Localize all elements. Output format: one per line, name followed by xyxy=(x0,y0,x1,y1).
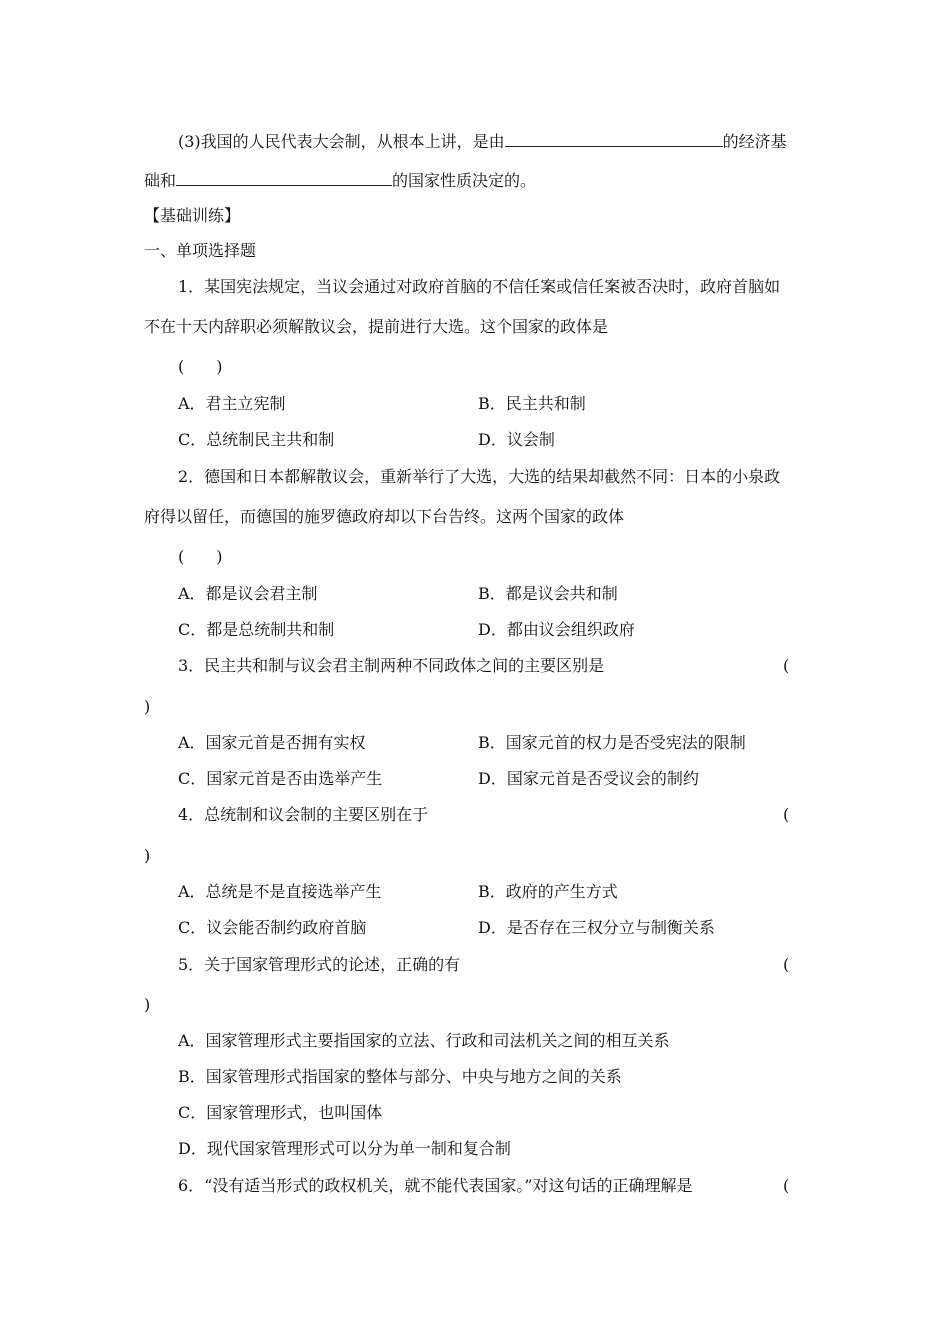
question-stem: 府得以留任，而德国的施罗德政府却以下台告终。这两个国家的政体 xyxy=(144,507,625,526)
intro-text: 的经济基 xyxy=(722,132,787,151)
question-stem: 2．德国和日本都解散议会，重新举行了大选，大选的结果却截然不同：日本的小泉政 xyxy=(178,467,781,486)
intro-text: 的国家性质决定的。 xyxy=(392,171,537,190)
answer-paren-close: ) xyxy=(144,846,151,865)
intro-line-1 xyxy=(178,130,787,152)
option-c: C．议会能否制约政府首脑 xyxy=(178,918,367,937)
option-a: A．总统是不是直接选举产生 xyxy=(178,882,382,901)
question-stem: 3．民主共和制与议会君主制两种不同政体之间的主要区别是 xyxy=(178,656,605,675)
option-d: D．现代国家管理形式可以分为单一制和复合制 xyxy=(178,1139,511,1158)
option-c: C．都是总统制共和制 xyxy=(178,620,335,639)
answer-paren: ( ) xyxy=(178,547,223,566)
answer-paren-close: ) xyxy=(144,995,151,1014)
option-b: B．都是议会共和制 xyxy=(478,584,618,603)
option-a: A．国家元首是否拥有实权 xyxy=(178,733,366,752)
option-b: B．政府的产生方式 xyxy=(478,882,618,901)
answer-paren-open: ( xyxy=(783,656,790,675)
option-a: A．国家管理形式主要指国家的立法、行政和司法机关之间的相互关系 xyxy=(178,1031,670,1050)
option-c: C．总统制民主共和制 xyxy=(178,430,335,449)
answer-paren-open: ( xyxy=(783,955,790,974)
intro-text: (3)我国的人民代表大会制，从根本上讲，是由 xyxy=(178,132,505,151)
option-d: D．议会制 xyxy=(478,430,555,449)
fill-blank xyxy=(176,169,392,186)
question-stem: 1．某国宪法规定，当议会通过对政府首脑的不信任案或信任案被否决时，政府首脑如 xyxy=(178,277,781,296)
answer-paren-open: ( xyxy=(783,1176,790,1195)
question-stem: 4．总统制和议会制的主要区别在于 xyxy=(178,805,429,824)
answer-paren: ( ) xyxy=(178,357,223,376)
answer-paren-open: ( xyxy=(783,805,790,824)
option-d: D．是否存在三权分立与制衡关系 xyxy=(478,918,715,937)
part-heading: 一、单项选择题 xyxy=(144,241,257,260)
intro-text: 础和 xyxy=(144,171,177,190)
option-d: D．都由议会组织政府 xyxy=(478,620,635,639)
question-stem: 5．关于国家管理形式的论述，正确的有 xyxy=(178,955,461,974)
option-c: C．国家元首是否由选举产生 xyxy=(178,769,383,788)
intro-line-2 xyxy=(144,169,536,191)
option-a: A．君主立宪制 xyxy=(178,394,286,413)
question-stem: 不在十天内辞职必须解散议会，提前进行大选。这个国家的政体是 xyxy=(144,317,609,336)
question-stem: 6．“没有适当形式的政权机关，就不能代表国家。”对这句话的正确理解是 xyxy=(178,1176,693,1195)
option-c: C．国家管理形式，也叫国体 xyxy=(178,1103,383,1122)
option-a: A．都是议会君主制 xyxy=(178,584,318,603)
option-b: B．国家元首的权力是否受宪法的限制 xyxy=(478,733,746,752)
option-b: B．国家管理形式指国家的整体与部分、中央与地方之间的关系 xyxy=(178,1067,622,1086)
fill-blank xyxy=(505,130,723,147)
answer-paren-close: ) xyxy=(144,697,151,716)
section-heading: 【基础训练】 xyxy=(144,206,241,225)
option-b: B．民主共和制 xyxy=(478,394,586,413)
option-d: D．国家元首是否受议会的制约 xyxy=(478,769,699,788)
